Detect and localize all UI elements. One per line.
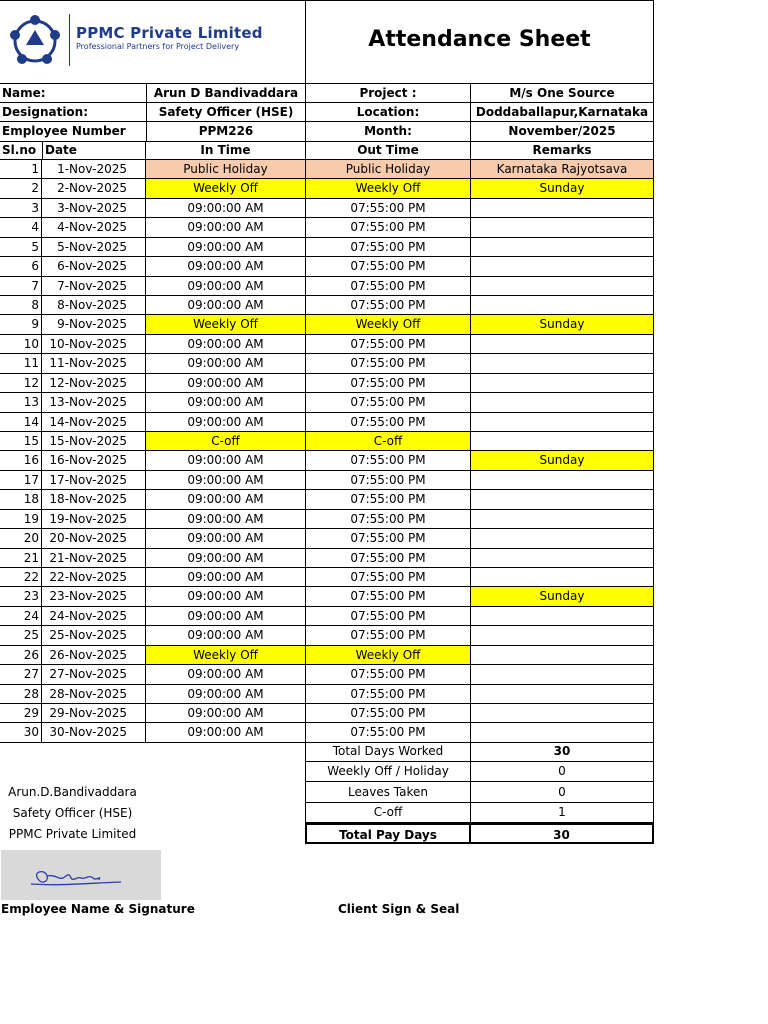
cell-remarks bbox=[471, 490, 654, 510]
cell-out-time: 07:55:00 PM bbox=[306, 568, 471, 587]
cell-in-time: Weekly Off bbox=[146, 315, 306, 335]
cell-slno: 4 bbox=[0, 218, 42, 238]
cell-remarks: Sunday bbox=[471, 451, 654, 471]
cell-in-time: Public Holiday bbox=[146, 160, 306, 179]
cell-date: 29-Nov-2025 bbox=[42, 704, 146, 723]
cell-remarks bbox=[471, 296, 654, 315]
cell-remarks: Sunday bbox=[471, 587, 654, 607]
employee-sign-label: Employee Name & Signature bbox=[1, 902, 195, 916]
signatory-company: PPMC Private Limited bbox=[8, 827, 137, 841]
cell-date: 3-Nov-2025 bbox=[42, 199, 146, 218]
summary-value: 1 bbox=[471, 803, 654, 823]
cell-date: 23-Nov-2025 bbox=[42, 587, 146, 607]
cell-out-time: 07:55:00 PM bbox=[306, 723, 471, 743]
info-label-designation: Designation: bbox=[0, 103, 146, 122]
cell-slno: 12 bbox=[0, 374, 42, 393]
cell-in-time: C-off bbox=[146, 432, 306, 451]
cell-remarks bbox=[471, 607, 654, 626]
cell-date: 26-Nov-2025 bbox=[42, 646, 146, 665]
cell-date: 9-Nov-2025 bbox=[42, 315, 146, 335]
cell-remarks bbox=[471, 277, 654, 296]
cell-remarks bbox=[471, 704, 654, 723]
cell-slno: 30 bbox=[0, 723, 42, 743]
cell-slno: 1 bbox=[0, 160, 42, 179]
cell-remarks bbox=[471, 199, 654, 218]
info-label-2-empno: Month: bbox=[306, 122, 471, 142]
cell-slno: 2 bbox=[0, 179, 42, 199]
cell-out-time: 07:55:00 PM bbox=[306, 277, 471, 296]
cell-date: 21-Nov-2025 bbox=[42, 549, 146, 568]
cell-remarks bbox=[471, 354, 654, 374]
cell-in-time: 09:00:00 AM bbox=[146, 238, 306, 257]
cell-out-time: 07:55:00 PM bbox=[306, 354, 471, 374]
cell-remarks bbox=[471, 626, 654, 646]
cell-out-time: 07:55:00 PM bbox=[306, 607, 471, 626]
cell-remarks bbox=[471, 432, 654, 451]
cell-slno: 19 bbox=[0, 510, 42, 529]
cell-remarks bbox=[471, 685, 654, 704]
cell-date: 22-Nov-2025 bbox=[42, 568, 146, 587]
cell-out-time: 07:55:00 PM bbox=[306, 218, 471, 238]
cell-date: 14-Nov-2025 bbox=[42, 413, 146, 432]
cell-remarks bbox=[471, 471, 654, 490]
header-out-time: Out Time bbox=[306, 141, 471, 160]
cell-slno: 28 bbox=[0, 685, 42, 704]
info-label-2-name: Project : bbox=[306, 83, 471, 103]
cell-slno: 10 bbox=[0, 335, 42, 354]
cell-out-time: 07:55:00 PM bbox=[306, 374, 471, 393]
cell-remarks bbox=[471, 549, 654, 568]
cell-date: 20-Nov-2025 bbox=[42, 529, 146, 549]
info-value-empno: PPM226 bbox=[146, 122, 306, 142]
cell-slno: 21 bbox=[0, 549, 42, 568]
cell-out-time: 07:55:00 PM bbox=[306, 296, 471, 315]
cell-out-time: 07:55:00 PM bbox=[306, 238, 471, 257]
cell-out-time: 07:55:00 PM bbox=[306, 393, 471, 413]
cell-remarks: Sunday bbox=[471, 315, 654, 335]
cell-remarks bbox=[471, 238, 654, 257]
summary-value: 0 bbox=[471, 782, 654, 803]
info-value-2-name: M/s One Source bbox=[471, 83, 654, 103]
cell-remarks bbox=[471, 510, 654, 529]
cell-slno: 16 bbox=[0, 451, 42, 471]
cell-out-time: 07:55:00 PM bbox=[306, 665, 471, 685]
cell-date: 13-Nov-2025 bbox=[42, 393, 146, 413]
cell-remarks bbox=[471, 413, 654, 432]
cell-in-time: 09:00:00 AM bbox=[146, 218, 306, 238]
summary-label: Total Pay Days bbox=[305, 823, 471, 844]
cell-in-time: 09:00:00 AM bbox=[146, 471, 306, 490]
cell-out-time: 07:55:00 PM bbox=[306, 257, 471, 277]
cell-in-time: 09:00:00 AM bbox=[146, 354, 306, 374]
cell-date: 19-Nov-2025 bbox=[42, 510, 146, 529]
cell-in-time: 09:00:00 AM bbox=[146, 257, 306, 277]
summary-label: Total Days Worked bbox=[305, 741, 471, 762]
cell-in-time: Weekly Off bbox=[146, 646, 306, 665]
page-title: Attendance Sheet bbox=[368, 27, 591, 52]
cell-in-time: 09:00:00 AM bbox=[146, 335, 306, 354]
cell-in-time: 09:00:00 AM bbox=[146, 296, 306, 315]
cell-remarks: Karnataka Rajyotsava bbox=[471, 160, 654, 179]
cell-in-time: 09:00:00 AM bbox=[146, 393, 306, 413]
cell-date: 6-Nov-2025 bbox=[42, 257, 146, 277]
cell-slno: 24 bbox=[0, 607, 42, 626]
cell-in-time: 09:00:00 AM bbox=[146, 277, 306, 296]
cell-slno: 9 bbox=[0, 315, 42, 335]
logo-separator bbox=[69, 14, 70, 66]
cell-slno: 25 bbox=[0, 626, 42, 646]
summary-value: 30 bbox=[471, 823, 654, 844]
cell-date: 30-Nov-2025 bbox=[42, 723, 146, 743]
cell-slno: 23 bbox=[0, 587, 42, 607]
cell-out-time: 07:55:00 PM bbox=[306, 199, 471, 218]
cell-out-time: 07:55:00 PM bbox=[306, 529, 471, 549]
cell-remarks bbox=[471, 335, 654, 354]
cell-in-time: 09:00:00 AM bbox=[146, 451, 306, 471]
cell-in-time: 09:00:00 AM bbox=[146, 685, 306, 704]
cell-slno: 26 bbox=[0, 646, 42, 665]
info-value-2-empno: November/2025 bbox=[471, 122, 654, 142]
cell-date: 7-Nov-2025 bbox=[42, 277, 146, 296]
cell-date: 24-Nov-2025 bbox=[42, 607, 146, 626]
cell-slno: 22 bbox=[0, 568, 42, 587]
cell-out-time: 07:55:00 PM bbox=[306, 587, 471, 607]
summary-label: Weekly Off / Holiday bbox=[305, 762, 471, 782]
cell-out-time: 07:55:00 PM bbox=[306, 704, 471, 723]
cell-date: 25-Nov-2025 bbox=[42, 626, 146, 646]
cell-date: 18-Nov-2025 bbox=[42, 490, 146, 510]
company-tagline: Professional Partners for Project Delivery bbox=[76, 42, 240, 51]
cell-out-time: 07:55:00 PM bbox=[306, 626, 471, 646]
cell-remarks bbox=[471, 257, 654, 277]
cell-date: 15-Nov-2025 bbox=[42, 432, 146, 451]
cell-out-time: Weekly Off bbox=[306, 179, 471, 199]
summary-label: C-off bbox=[305, 803, 471, 823]
signature-image bbox=[1, 850, 161, 900]
cell-slno: 15 bbox=[0, 432, 42, 451]
cell-out-time: Weekly Off bbox=[306, 646, 471, 665]
cell-date: 10-Nov-2025 bbox=[42, 335, 146, 354]
info-label-empno: Employee Number bbox=[0, 122, 146, 142]
header-slno: Sl.no bbox=[0, 141, 42, 160]
cell-in-time: 09:00:00 AM bbox=[146, 374, 306, 393]
summary-value: 30 bbox=[471, 741, 654, 762]
cell-in-time: 09:00:00 AM bbox=[146, 568, 306, 587]
header-date: Date bbox=[42, 141, 146, 160]
cell-in-time: Weekly Off bbox=[146, 179, 306, 199]
cell-slno: 3 bbox=[0, 199, 42, 218]
cell-in-time: 09:00:00 AM bbox=[146, 665, 306, 685]
cell-out-time: C-off bbox=[306, 432, 471, 451]
cell-out-time: Weekly Off bbox=[306, 315, 471, 335]
cell-date: 12-Nov-2025 bbox=[42, 374, 146, 393]
signatory-name: Arun.D.Bandivaddara bbox=[8, 785, 137, 799]
cell-in-time: 09:00:00 AM bbox=[146, 413, 306, 432]
cell-out-time: 07:55:00 PM bbox=[306, 335, 471, 354]
cell-date: 5-Nov-2025 bbox=[42, 238, 146, 257]
info-value-name: Arun D Bandivaddara bbox=[146, 83, 306, 103]
cell-in-time: 09:00:00 AM bbox=[146, 529, 306, 549]
cell-slno: 29 bbox=[0, 704, 42, 723]
summary-label: Leaves Taken bbox=[305, 782, 471, 803]
cell-in-time: 09:00:00 AM bbox=[146, 549, 306, 568]
cell-out-time: 07:55:00 PM bbox=[306, 549, 471, 568]
cell-in-time: 09:00:00 AM bbox=[146, 626, 306, 646]
cell-in-time: 09:00:00 AM bbox=[146, 199, 306, 218]
cell-out-time: 07:55:00 PM bbox=[306, 510, 471, 529]
cell-out-time: 07:55:00 PM bbox=[306, 451, 471, 471]
cell-remarks: Sunday bbox=[471, 179, 654, 199]
cell-slno: 18 bbox=[0, 490, 42, 510]
cell-slno: 11 bbox=[0, 354, 42, 374]
cell-date: 1-Nov-2025 bbox=[42, 160, 146, 179]
cell-out-time: 07:55:00 PM bbox=[306, 413, 471, 432]
company-name: PPMC Private Limited bbox=[76, 24, 263, 42]
cell-slno: 6 bbox=[0, 257, 42, 277]
info-value-2-designation: Doddaballapur,Karnataka bbox=[471, 103, 654, 122]
cell-slno: 20 bbox=[0, 529, 42, 549]
cell-remarks bbox=[471, 218, 654, 238]
info-value-designation: Safety Officer (HSE) bbox=[146, 103, 306, 122]
header-in-time: In Time bbox=[146, 141, 306, 160]
cell-remarks bbox=[471, 568, 654, 587]
cell-date: 11-Nov-2025 bbox=[42, 354, 146, 374]
cell-out-time: 07:55:00 PM bbox=[306, 685, 471, 704]
cell-out-time: Public Holiday bbox=[306, 160, 471, 179]
cell-in-time: 09:00:00 AM bbox=[146, 704, 306, 723]
cell-date: 27-Nov-2025 bbox=[42, 665, 146, 685]
company-logo bbox=[6, 12, 64, 70]
cell-date: 4-Nov-2025 bbox=[42, 218, 146, 238]
cell-out-time: 07:55:00 PM bbox=[306, 490, 471, 510]
cell-remarks bbox=[471, 723, 654, 743]
info-label-2-designation: Location: bbox=[306, 103, 471, 122]
info-label-name: Name: bbox=[0, 83, 146, 103]
ppmc-logo-icon bbox=[6, 12, 64, 70]
cell-slno: 7 bbox=[0, 277, 42, 296]
cell-remarks bbox=[471, 646, 654, 665]
cell-remarks bbox=[471, 374, 654, 393]
cell-slno: 5 bbox=[0, 238, 42, 257]
cell-slno: 8 bbox=[0, 296, 42, 315]
cell-slno: 14 bbox=[0, 413, 42, 432]
cell-date: 17-Nov-2025 bbox=[42, 471, 146, 490]
cell-slno: 17 bbox=[0, 471, 42, 490]
cell-date: 28-Nov-2025 bbox=[42, 685, 146, 704]
cell-remarks bbox=[471, 393, 654, 413]
cell-remarks bbox=[471, 665, 654, 685]
client-sign-label: Client Sign & Seal bbox=[338, 902, 460, 916]
handwritten-signature-icon bbox=[1, 850, 161, 900]
summary-value: 0 bbox=[471, 762, 654, 782]
cell-slno: 13 bbox=[0, 393, 42, 413]
cell-in-time: 09:00:00 AM bbox=[146, 490, 306, 510]
cell-in-time: 09:00:00 AM bbox=[146, 723, 306, 743]
cell-slno: 27 bbox=[0, 665, 42, 685]
cell-remarks bbox=[471, 529, 654, 549]
cell-date: 2-Nov-2025 bbox=[42, 179, 146, 199]
header-remarks: Remarks bbox=[471, 141, 654, 160]
cell-in-time: 09:00:00 AM bbox=[146, 607, 306, 626]
cell-out-time: 07:55:00 PM bbox=[306, 471, 471, 490]
cell-in-time: 09:00:00 AM bbox=[146, 587, 306, 607]
cell-date: 16-Nov-2025 bbox=[42, 451, 146, 471]
cell-in-time: 09:00:00 AM bbox=[146, 510, 306, 529]
signatory-designation: Safety Officer (HSE) bbox=[12, 806, 133, 820]
cell-date: 8-Nov-2025 bbox=[42, 296, 146, 315]
